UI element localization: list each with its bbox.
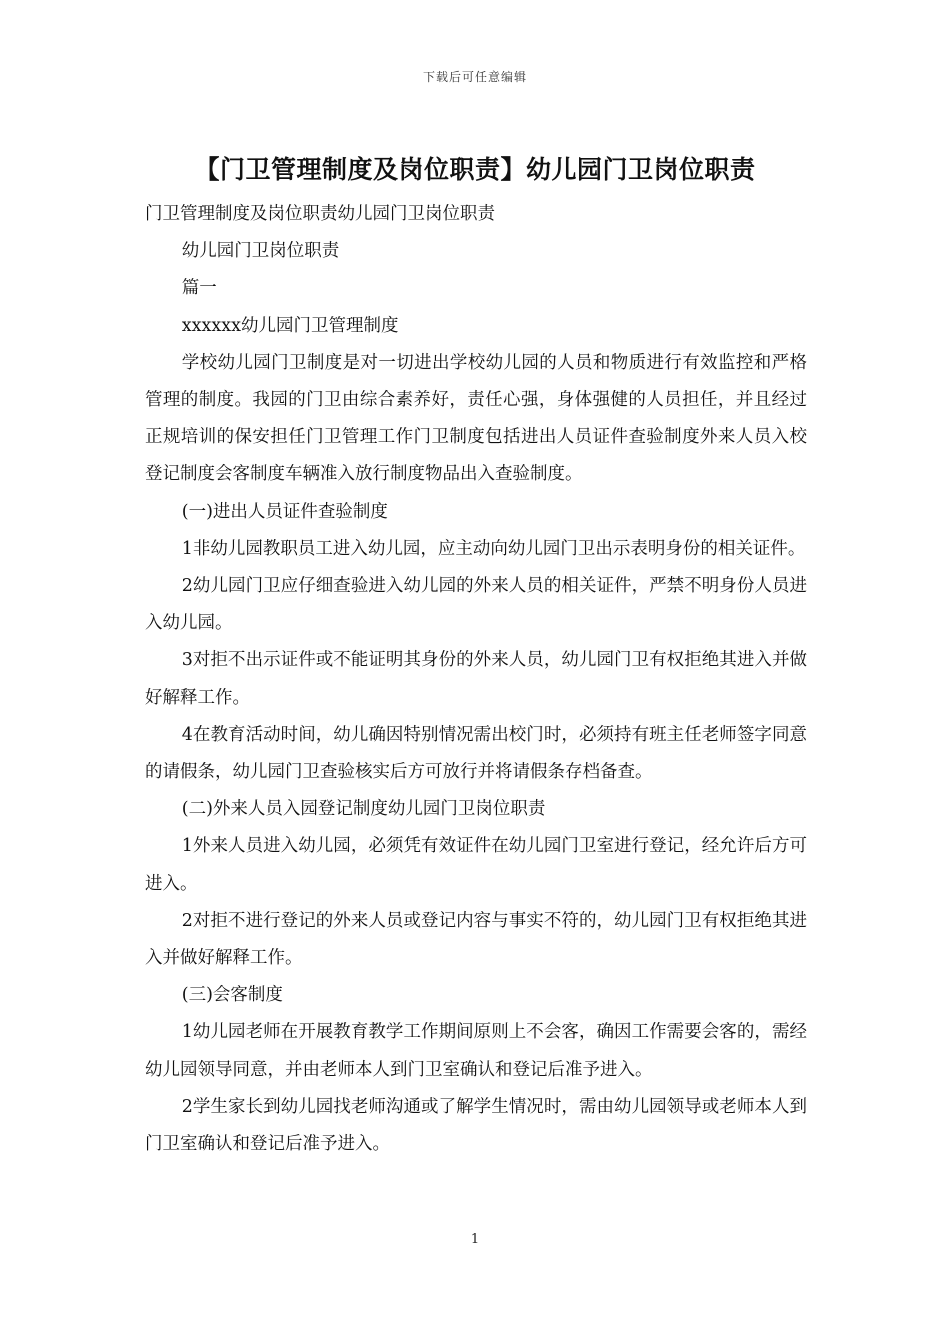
section-heading: (一)进出人员证件查验制度 xyxy=(181,501,388,522)
page-number: 1 xyxy=(470,1232,480,1247)
section-heading: (三)会客制度 xyxy=(181,985,283,1006)
paragraph: 篇一 xyxy=(181,278,217,299)
paragraph: 2幼儿园门卫应仔细查验进入幼儿园的外来人员的相关证件，严禁不明身份人员进入幼儿园。 xyxy=(145,576,807,634)
paragraph: 1非幼儿园教职员工进入幼儿园，应主动向幼儿园门卫出示表明身份的相关证件。 xyxy=(181,538,806,559)
paragraph: 2对拒不进行登记的外来人员或登记内容与事实不符的，幼儿园门卫有权拒绝其进入并做好解释工作。 xyxy=(145,910,807,969)
paragraph: 3对拒不出示证件或不能证明其身份的外来人员，幼儿园门卫有权拒绝其进入并做好解释工作。 xyxy=(145,650,807,708)
paragraph: 4在教育活动时间，幼儿确因特别情况需出校门时，必须持有班主任老师签字同意的请假条，幼儿园门卫查验核实后方可放行并将请假条存档备查。 xyxy=(145,724,807,783)
paragraph: 2学生家长到幼儿园找老师沟通或了解学生情况时，需由幼儿园领导或老师本人到门卫室确认和登记后准予进入。 xyxy=(145,1096,807,1155)
paragraph: 1外来人员进入幼儿园，必须凭有效证件在幼儿园门卫室进行登记，经允许后方可进入。 xyxy=(145,836,807,894)
paragraph: 1幼儿园老师在开展教育教学工作期间原则上不会客，确因工作需要会客的，需经幼儿园领导同意，并由老师本人到门卫室确认和登记后准予进入。 xyxy=(145,1022,807,1080)
paragraph: 学校幼儿园门卫制度是对一切进出学校幼儿园的人员和物质进行有效监控和严格管理的制度。我园的门卫由综合素养好，责任心强，身体强健的人员担任，并且经过正规培训的保安担任门卫管理工作门卫制度包括进出人员证件查验制度外来人员入校登记制度会客制度车辆准入放行制度物品出入查验制度。 xyxy=(145,352,807,485)
header-note: 下载后可任意编辑 xyxy=(422,70,527,84)
paragraph: 幼儿园门卫岗位职责 xyxy=(181,241,340,262)
section-heading: (二)外来人员入园登记制度幼儿园门卫岗位职责 xyxy=(181,799,546,820)
paragraph: xxxxxx幼儿园门卫管理制度 xyxy=(181,315,399,336)
paragraph: 门卫管理制度及岗位职责幼儿园门卫岗位职责 xyxy=(145,204,495,224)
document-title: 【门卫管理制度及岗位职责】幼儿园门卫岗位职责 xyxy=(194,155,756,184)
document-body xyxy=(145,196,807,1163)
